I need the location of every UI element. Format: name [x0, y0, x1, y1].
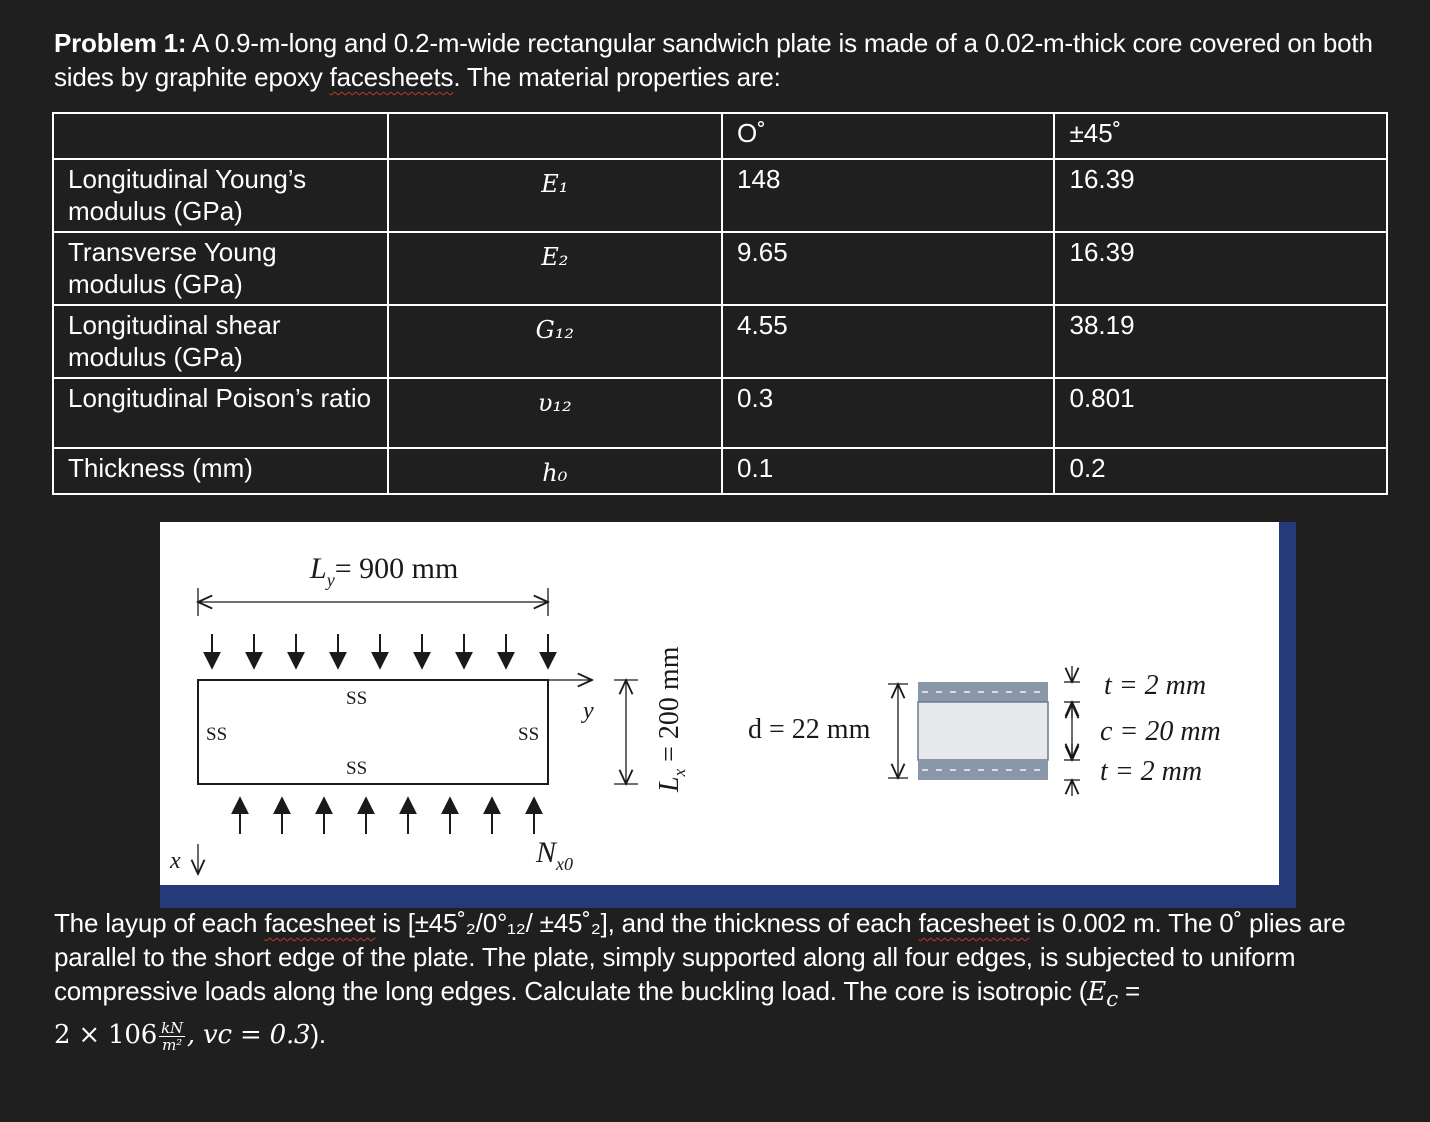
value-45-deg: 38.19: [1054, 305, 1387, 378]
ss-left: SS: [206, 724, 228, 745]
lx-dimension-label: $L_x = 200$ mm: [654, 646, 689, 792]
x-axis-label: x: [170, 848, 181, 874]
value-0-deg: 0.1: [722, 448, 1054, 494]
table-row: [53, 448, 1387, 494]
ec-symbol: $E_c$: [1087, 977, 1118, 1013]
layup-sequence: is [±45˚₂/0°₁₂/ ±45˚₂],: [375, 908, 615, 938]
facesheet-word-2: facesheet: [918, 908, 1030, 938]
property-symbol: υ₁₂: [388, 378, 722, 448]
figure-frame: [160, 522, 1296, 908]
equals-sign: =: [1118, 976, 1141, 1006]
t-top-label: t = 2 mm: [1104, 670, 1207, 701]
problem-statement: [54, 26, 1394, 94]
property-name: Longitudinal shear modulus (GPa): [53, 305, 388, 378]
table-row: [53, 378, 1387, 448]
ly-dimension-label: $L_y= 900$ mm: [310, 552, 459, 590]
ec-value: 2 × 106: [54, 1020, 158, 1051]
core: [918, 702, 1048, 760]
plate-diagram: [160, 522, 1279, 885]
property-name: Transverse Young modulus (GPa): [53, 232, 388, 305]
ss-right: SS: [518, 724, 540, 745]
outro-text-c: is 0.002 m. The 0˚ plies are parallel to the short edge of the plate. The plate, simply supported along all four edges, is subjected to uniform compressive loads along the long edges. Calculate the buckling load. The core is isotropic (: [54, 908, 1346, 1006]
value-0-deg: 4.55: [722, 305, 1054, 378]
value-45-deg: 0.801: [1054, 378, 1387, 448]
property-symbol: E₁: [388, 159, 722, 232]
problem-text-b: . The material properties are:: [453, 62, 781, 92]
value-45-deg: 16.39: [1054, 159, 1387, 232]
header-cell: [53, 113, 388, 159]
nx0-label: $N_{x0}$: [536, 836, 574, 874]
d-dimension-label: d = 22 mm: [748, 714, 871, 745]
top-load-arrows: [212, 634, 548, 668]
outro-end: ).: [310, 1019, 326, 1050]
header-0-deg: O˚: [722, 113, 1054, 159]
ss-top: SS: [346, 688, 368, 709]
problem-text-a: A 0.9-m-long and 0.2-m-wide rectangular sandwich plate is made of a 0.02-m-thick core covered on both sides by graphite epoxy: [54, 28, 1373, 92]
outro-text-b: and the thickness of each: [614, 908, 919, 938]
facesheet-word-1: facesheet: [264, 908, 376, 938]
value-0-deg: 148: [722, 159, 1054, 232]
property-name: Longitudinal Poison’s ratio: [53, 378, 388, 448]
plate-outline: [198, 680, 548, 784]
t-bottom-label: t = 2 mm: [1100, 756, 1203, 787]
layup-description: [54, 906, 1404, 1053]
header-45-deg: ±45˚: [1054, 113, 1387, 159]
problem-label: Problem 1:: [54, 28, 187, 58]
thickness-dimension: [1064, 666, 1080, 796]
material-properties-table: [52, 112, 1388, 495]
property-name: Thickness (mm): [53, 448, 388, 494]
table-row: [53, 232, 1387, 305]
property-symbol: h₀: [388, 448, 722, 494]
outro-text-a: The layup of each: [54, 908, 265, 938]
value-45-deg: 16.39: [1054, 232, 1387, 305]
property-symbol: E₂: [388, 232, 722, 305]
header-cell: [388, 113, 722, 159]
ss-bottom: SS: [346, 758, 368, 779]
value-0-deg: 0.3: [722, 378, 1054, 448]
value-0-deg: 9.65: [722, 232, 1054, 305]
facesheets-word: facesheets: [329, 62, 454, 92]
bottom-load-arrows: [240, 798, 534, 834]
sandwich-plate-figure: [160, 522, 1279, 885]
y-axis-label: y: [583, 698, 594, 724]
unit-fraction: $\frac{kN}{\text{m²}}$: [161, 1018, 183, 1054]
table-row: [53, 305, 1387, 378]
property-name: Longitudinal Young’s modulus (GPa): [53, 159, 388, 232]
vc-value: , vc = 0.3: [186, 1020, 311, 1051]
c-label: c = 20 mm: [1100, 716, 1221, 747]
table-header-row: [53, 113, 1387, 159]
property-symbol: G₁₂: [388, 305, 722, 378]
table-row: [53, 159, 1387, 232]
value-45-deg: 0.2: [1054, 448, 1387, 494]
